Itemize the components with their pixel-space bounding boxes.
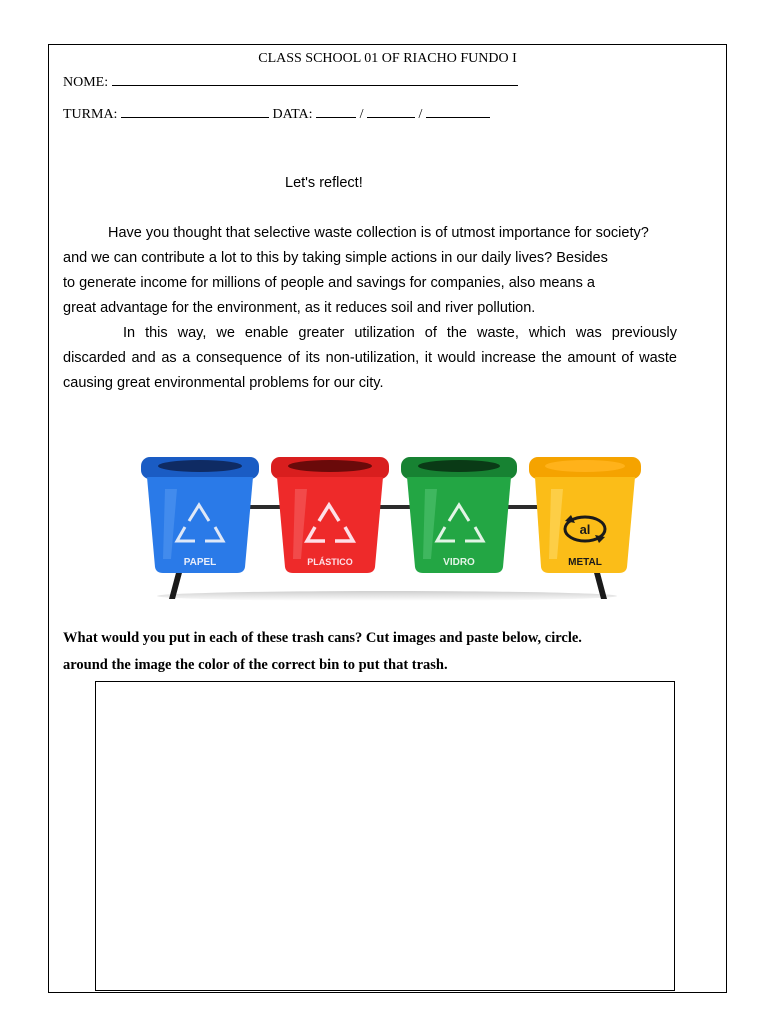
paragraph-line: to generate income for millions of people and savings for companies, also means a: [63, 275, 595, 291]
date-year-line[interactable]: [426, 105, 490, 118]
bin-label: PLÁSTICO: [307, 557, 353, 567]
glass-bin: [401, 457, 517, 573]
school-title: CLASS SCHOOL 01 OF RIACHO FUNDO I: [258, 51, 517, 66]
question-line: around the image the color of the correct bin to put that trash.: [63, 657, 448, 673]
section-title: Let's reflect!: [285, 175, 363, 191]
paragraph-line: great advantage for the environment, as it reduces soil and river pollution.: [63, 300, 536, 316]
bin-label: PAPEL: [183, 557, 217, 568]
recycling-bins-image: [137, 449, 643, 605]
floor-shadow: [157, 591, 617, 601]
metal-bin: [529, 457, 641, 573]
svg-text:al: al: [579, 522, 591, 537]
paragraph-line: and we can contribute a lot to this by taking simple actions in our daily lives? Besides: [63, 250, 608, 266]
date-day-line[interactable]: [316, 105, 356, 118]
paragraph-1: [63, 221, 677, 321]
date-slash: /: [359, 107, 364, 122]
paragraph-line: causing great environmental problems for our city.: [63, 375, 384, 391]
class-label: TURMA:: [63, 107, 118, 122]
worksheet-frame: [48, 44, 727, 993]
name-field-row: [63, 73, 518, 91]
name-label: NOME:: [63, 75, 109, 90]
class-line[interactable]: [121, 105, 269, 118]
question-line: What would you put in each of these trash cans? Cut images and paste below, circle.: [63, 630, 582, 646]
date-month-line[interactable]: [367, 105, 415, 118]
date-slash: /: [418, 107, 423, 122]
bin-label: METAL: [568, 557, 602, 568]
paste-area[interactable]: [95, 681, 675, 991]
date-label: DATA:: [272, 107, 313, 122]
paragraph-line: Have you thought that selective waste collection is of utmost importance for society?: [108, 225, 649, 241]
plastic-bin: [271, 457, 389, 573]
paragraph-2: [63, 321, 677, 396]
paper-bin: [141, 457, 259, 573]
paragraph-line: discarded and as a consequence of its non-utilization, it would increase the amount of waste: [63, 350, 677, 366]
bin-label: VIDRO: [443, 557, 475, 568]
paragraph-line: In this way, we enable greater utilization of the waste, which was previously: [123, 325, 677, 341]
name-line[interactable]: [112, 73, 518, 86]
class-date-row: [63, 105, 490, 123]
